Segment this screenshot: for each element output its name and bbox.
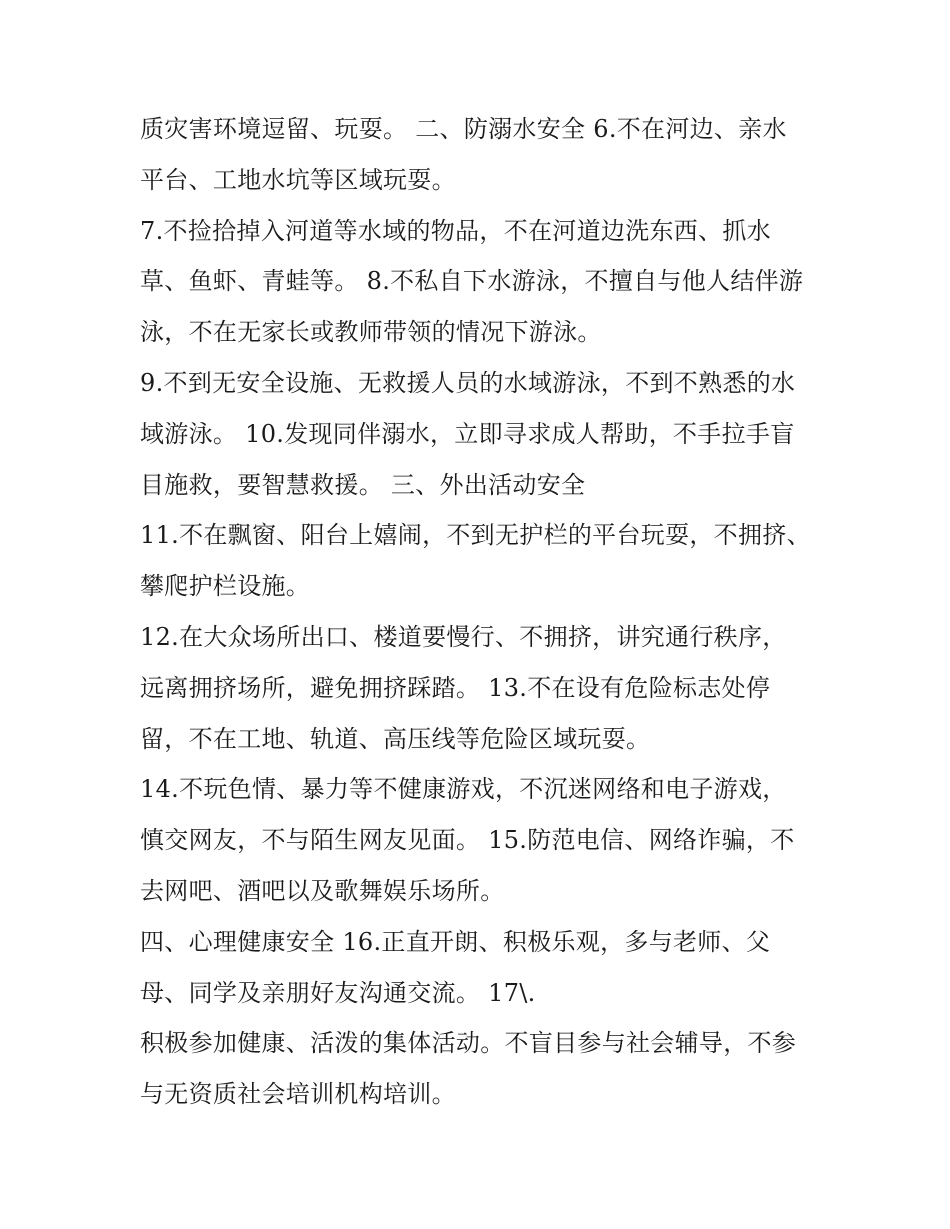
text-line: 草、鱼虾、青蛙等。 8.不私自下水游泳，不擅自与他人结伴游: [140, 267, 804, 296]
text-line: 7.不捡拾掉入河道等水域的物品，不在河道边洗东西、抓水: [140, 216, 771, 245]
text-line: 慎交网友，不与陌生网友见面。 15.防范电信、网络诈骗，不: [140, 826, 795, 855]
text-line: 留，不在工地、轨道、高压线等危险区域玩耍。: [140, 724, 651, 753]
text-line: 四、心理健康安全 16.正直开朗、积极乐观，多与老师、父: [140, 927, 771, 956]
text-line: 质灾害环境逗留、玩耍。 二、防溺水安全 6.不在河边、亲水: [140, 115, 787, 143]
text-line: 去网吧、酒吧以及歌舞娱乐场所。: [140, 876, 505, 905]
text-line: 与无资质社会培训机构培训。: [140, 1080, 456, 1109]
text-line: 9.不到无安全设施、无救援人员的水域游泳，不到不熟悉的水: [140, 368, 796, 397]
text-line: 泳，不在无家长或教师带领的情况下游泳。: [140, 318, 602, 347]
text-line: 远离拥挤场所，避免拥挤踩踏。 13.不在设有危险标志处停: [140, 673, 771, 702]
text-line: 域游泳。 10.发现同伴溺水，立即寻求成人帮助，不手拉手盲: [140, 419, 795, 448]
text-line: 母、同学及亲朋好友沟通交流。 17\.: [140, 978, 536, 1007]
document-body: [140, 108, 830, 1124]
text-line: 攀爬护栏设施。: [140, 572, 311, 601]
text-line: 14.不玩色情、暴力等不健康游戏，不沉迷网络和电子游戏，: [140, 775, 787, 804]
text-line: 平台、工地水坑等区域玩耍。: [140, 165, 456, 194]
text-line: 积极参加健康、活泼的集体活动。不盲目参与社会辅导，不参: [140, 1029, 797, 1058]
text-line: 11.不在飘窗、阳台上嬉闹，不到无护栏的平台玩耍，不拥挤、: [140, 521, 811, 550]
text-line: 12.在大众场所出口、楼道要慢行、不拥挤，讲究通行秩序，: [140, 622, 787, 651]
text-line: 目施救，要智慧救援。 三、外出活动安全: [140, 470, 586, 499]
